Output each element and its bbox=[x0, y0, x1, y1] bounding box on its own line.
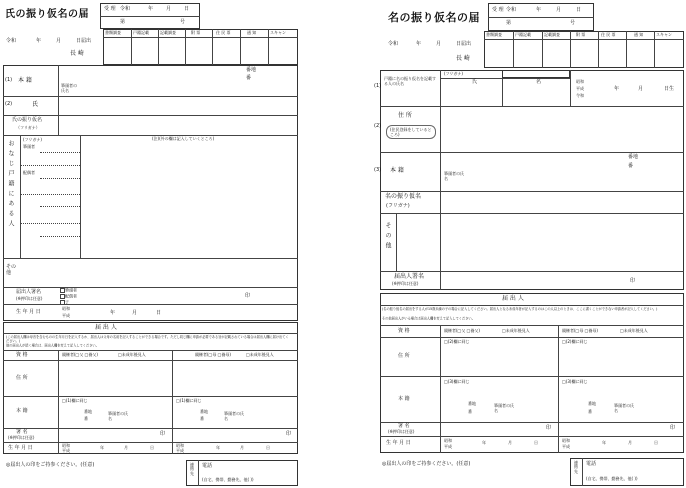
notifier-header: 届 出 人 bbox=[95, 324, 117, 331]
nagasaki-label: 長 崎 bbox=[70, 50, 84, 57]
other-label: その他 bbox=[6, 264, 17, 276]
main-table bbox=[380, 70, 684, 290]
other-label: その他 bbox=[384, 222, 391, 252]
signature-label: 届出人署名 bbox=[16, 289, 42, 295]
nagasaki-label: 長 崎 bbox=[456, 55, 470, 62]
persons-label: おなじ戸籍にある人 bbox=[7, 140, 14, 230]
address-label: 住 所 bbox=[398, 112, 412, 119]
signature-label: 届出人署名 bbox=[394, 273, 425, 280]
page-title: 氏の振り仮名の届 bbox=[5, 9, 89, 20]
honseki-label: 本 籍 bbox=[390, 167, 404, 174]
left-form: 氏の振り仮名の届 受 理 令和 年 月 日 第 号 令和 年 月 日届出 長 崎 書類調査 戸籍記載 記載調査 附 票 住 民 票 通 知 スキャン (1) 本 籍 番地 番 筆頭者の氏名 (2) 氏 氏の振り仮名 （フリガナ） (注)(外の欄は記入していくところ) おなじ戸籍にある人 (フリガナ) 筆頭者 配偶者 その他 届出人署名 (※押印は任意) 筆頭者 配偶者 子 印 生 年 月 日 昭和 平成 年 月 日 届 出 人 (この届出人欄は母音を含むものの生年月日を記入するか、届出人は父母の名前を記入することができる場合です。ただし同じ欄に申請が必要である旨が記載されている場合は届出人欄に届け出てください。) 他の届出人が続く場合は、届出人欄を変えて記入してください。 資 格 親権者(□父 □養父) □未成年後見人 親権者(□母 □養母) □未成年後見人 住 所 □(1)欄に同じ □(1)欄に同じ 本 籍 番地 番 筆頭者の氏名 番地 番 筆頭者の氏名 署 名 (※押印は任意) 印 印 生 年 月 日 昭和 平成 年 月 日 昭和 平成 年 月 日 ◎届出人の印をご持参ください。(任意) 連絡先 電話 (自宅、携帯、勤務先、他( )) bbox=[0, 0, 300, 488]
furigana-label: 氏の振り仮名 bbox=[12, 117, 43, 123]
person-label: 戸籍に名の振り仮名を記載する人の氏名 bbox=[384, 76, 436, 87]
page-title: 名の振り仮名の届 bbox=[388, 11, 480, 24]
footnote: ◎届出人の印をご持参ください。(任意) bbox=[6, 462, 95, 468]
furigana-label: 名の振り仮名 bbox=[385, 193, 422, 200]
footnote: ◎届出人の印をご持参ください。(任意) bbox=[382, 461, 471, 467]
birth-label: 生 年 月 日 bbox=[16, 309, 41, 315]
right-form: 名の振り仮名の届 受 理 令和 年 月 日 第 号 令和 年 月 日届出 長 崎 書類調査 戸籍記載 記載調査 附 票 住 民 票 通 知 スキャン (1) 戸籍に名の振り仮名を記載する人の氏名 (フリガナ) 氏 名 昭和 平成 令和 年 月 日生 (2) 住 所 (住民登録をしているところ) (3) 本 籍 番地 番 筆頭者の氏名 名の振り仮名 (フリガナ) その他 届出人署名 (※押印は任意) 印 届 出 人 (名の振り仮名の届出をする人が15歳未満の子の場合に記入してください。届出人となる未成年者が記入するのはこの人以上のときは、ここに書くことができない申請者が記入してください。) その他届出人がいる場合は届出人欄を変えて記入してください。 資 格 親権者(□父 □養父) □未成年後見人 親権者(□母 □養母) □未成年後見人 □(2)欄に同じ □(2)欄に同じ 住 所 □(3)欄に同じ □(3)欄に同じ 本 籍 番地 番 筆頭者の氏名 番地 番 筆頭者の氏名 署 名 (※押印は任意) 印 印 生 年 月 日 昭和 平成 年 月 日 昭和 平成 年 月 日 ◎届出人の印をご持参ください。(任意) 連絡先 電話 (自宅、携帯、勤務先、他( )) bbox=[372, 0, 686, 488]
main-table bbox=[3, 65, 298, 321]
uji-label: 氏 bbox=[32, 101, 39, 108]
honseki-label: 本 籍 bbox=[18, 77, 32, 84]
notifier-header: 届 出 人 bbox=[502, 295, 524, 302]
